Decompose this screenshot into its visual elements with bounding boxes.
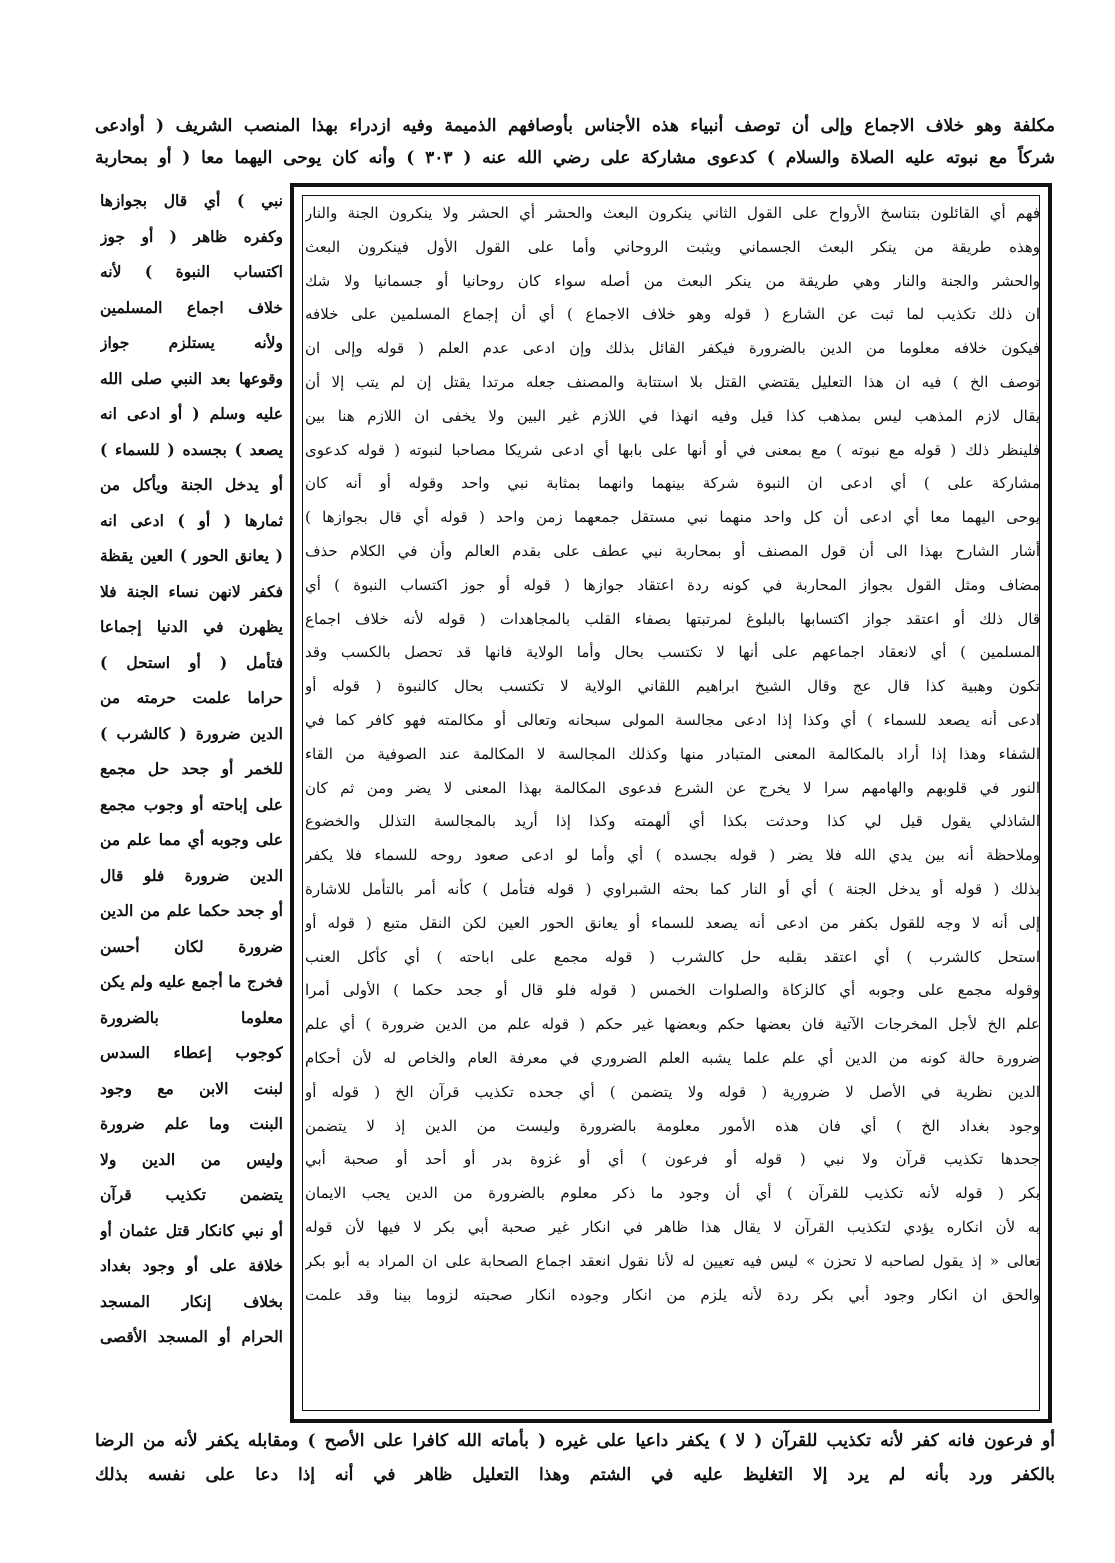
- margin-text-line: كوجوب إعطاء السدس: [100, 1043, 283, 1062]
- margin-text-line: على وجوبه أي مما علم من: [100, 830, 283, 849]
- commentary-line: ادعى أنه يصعد للسماء ) أي وكذا إذا ادعى مجالسة المولى سبحانه وتعالى أو مكالمته فهو كافر كما في: [305, 710, 1040, 729]
- margin-text-line: لبنت الابن مع وجود: [100, 1078, 283, 1098]
- main-text-bottom: [95, 1424, 1055, 1492]
- commentary-line: علم الخ لأجل المخرجات الآتية فان بعضها حكم وبعضها غير حكم ( قوله علم من الدين ضرورة ) أي علم: [305, 1015, 1040, 1034]
- margin-text-line: حراما علمت حرمته من: [100, 688, 283, 707]
- commentary-line: المسلمين ) أي لانعقاد اجماعهم على أنها لا تكتسب بحال وأما الولاية فانها قد تحصل بالكسب وقد: [305, 643, 1040, 662]
- commentary-line: تعالى « إذ يقول لصاحبه لا تحزن » ليس فيه تعيين له لأنا نقول انعقد اجماع الصحابة على ان المراد به أبو بكر: [305, 1251, 1040, 1270]
- commentary-line: ضرورة حالة كونه من الدين أي علم علما يشبه العلم الضروري في معرفة العام والخاص له لأن أحكام: [305, 1048, 1040, 1067]
- margin-text-line: ( يعانق الحور ) العين يقظة: [100, 546, 283, 565]
- margin-text-line: خلافة على أو وجود بغداد: [100, 1256, 283, 1275]
- margin-text-line: على إباحته أو وجوب مجمع: [100, 794, 283, 814]
- commentary-line: قال ذلك أو اعتقد جواز اكتسابها بالبلوغ لمرتبتها بصفاء القلب بالمجاهدات ( قوله لأنه خلاف اجماع: [305, 609, 1040, 628]
- margin-text-line: البنت وما علم ضرورة: [100, 1114, 283, 1133]
- main-text-top: [95, 110, 1055, 174]
- main-text-line: أو فرعون فانه كفر لأنه تكذيب للقرآن ( لا ) يكفر داعيا على غيره ( بأماته الله كافرا على الأصح ) ومقابله يكفر لأنه من الرضا: [95, 1431, 1055, 1451]
- margin-text-line: اكتساب النبوة ) لأنه: [100, 262, 283, 281]
- commentary-line: وقوله مجمع على وجوبه أي كالزكاة والصلوات الخمس ( قوله فلو قال أو جحد حكما ) الأولى أمرا: [305, 981, 1040, 1000]
- margin-text-line: أو يدخل الجنة ويأكل من: [100, 475, 283, 494]
- margin-text-line: فكفر لانهن نساء الجنة فلا: [100, 581, 283, 601]
- commentary-line: جحدها تكذيب قرآن ولا نبي ( قوله أو فرعون ) أي أو غزوة بدر أو أحد أو صحبة أبي: [305, 1150, 1040, 1169]
- main-text-line: مكلفة وهو خلاف الاجماع وإلى أن توصف أنبياء هذه الأجناس بأوصافهم الذميمة وفيه ازدراء بهذا المنصب الشريف ( أوادعى: [95, 116, 1055, 136]
- margin-text-line: الدين ضرورة ( كالشرب ): [100, 723, 283, 743]
- commentary-line: توصف الخ ) فيه ان هذا التعليل يقتضي القتل بلا استتابة والمصنف جعله مرتدا يقتل إن لم يتب إلا أن: [305, 372, 1040, 391]
- commentary-line: وهذه طريقة من ينكر البعث الجسماني ويثبت الروحاني وأما على القول الأول فينكرون البعث: [305, 237, 1040, 256]
- commentary-line: تكون وهبية كذا قال عج وقال الشيخ ابراهيم اللقاني الولاية لا تكتسب بحال كالنبوة ( قوله أو: [305, 677, 1040, 696]
- main-text-line: بالكفر ورد بأنه لم يرد إلا التغليظ عليه في الشتم وهذا التعليل ظاهر في أنه إذا دعا على نفسه بذلك: [95, 1465, 1055, 1485]
- margin-text-line: نبي ) أي قال بجوازها: [100, 191, 283, 210]
- margin-text-line: وقوعها بعد النبي صلى الله: [100, 368, 283, 388]
- margin-text-line: وليس من الدين ولا: [100, 1149, 283, 1169]
- margin-text-line: يظهرن في الدنيا إجماعا: [100, 617, 283, 636]
- margin-text-line: يتضمن تكذيب قرآن: [100, 1185, 283, 1204]
- main-text-margin-column: [100, 183, 283, 1355]
- commentary-line: فهم أي القائلون بتناسخ الأرواح على القول الثاني ينكرون البعث والحشر أي الحشر ولا ينكرون الجنة والنار: [305, 204, 1040, 222]
- margin-text-line: خلاف اجماع المسلمين: [100, 297, 283, 317]
- commentary-line: فيكون خلافه معلوما من الدين بالضرورة فيكفر القائل بذلك وإن ادعى عدم العلم ( قوله وإلى ان: [305, 339, 1040, 358]
- commentary-line: فلينظر ذلك ( قوله مع نبوته ) مع بمعنى في أو أنها على بابها أي ادعى شريكا مصاحبا لنبوته ( قوله كدعوى: [305, 440, 1040, 459]
- commentary-line: أشار الشارح بهذا الى أن قول المصنف أو بمحاربة نبي عطف على بقدم العالم وأن في الكلام حذف: [305, 541, 1040, 560]
- commentary-line: والحشر والجنة والنار وهي طريقة من ينكر البعث من أصله سواء كان روحانيا أو جسمانيا ولا شك: [305, 271, 1040, 290]
- margin-text-line: ضرورة لكان أحسن: [100, 936, 283, 956]
- margin-text-line: فتأمل ( أو استحل ): [100, 652, 283, 672]
- commentary-line: بكر ( قوله لأنه تكذيب للقرآن ) أي أن وجود ما ذكر معلوم بالضرورة من الدين يجب الايمان: [305, 1184, 1040, 1203]
- margin-text-line: معلوما بالضرورة: [100, 1007, 283, 1027]
- margin-text-line: أو نبي كانكار قتل عثمان أو: [100, 1220, 283, 1240]
- commentary-line: ان ذلك تكذيب لما ثبت عن الشارع ( قوله وهو خلاف الاجماع ) أي أن إجماع المسلمين على خلافه: [305, 305, 1040, 324]
- commentary-line: الشفاء وهذا إذا أراد بالمكالمة المعنى المتبادر منها وكذلك المجالسة لا المكالمة عند الصوفية من القاء: [305, 744, 1040, 763]
- commentary-line: مشاركة على ) أي ادعى ان النبوة شركة بينهما وانهما بمثابة نبي واحد وقوله أو أنه كان: [305, 474, 1040, 493]
- commentary-line: إلى أنه لا وجه للقول بكفر من ادعى أنه يصعد للسماء أو يعانق الحور العين لكن النقل متبع ( قوله أو: [305, 913, 1040, 932]
- commentary-line: به لأن انكاره يؤدي لتكذيب القرآن لا يقال هذا ظاهر في انكار غير صحبة أبي بكر لا فيها لأن قوله: [305, 1217, 1040, 1236]
- margin-text-line: أو جحد حكما علم من الدين: [100, 901, 283, 920]
- margin-text-line: يصعد ) بجسده ( للسماء ): [100, 439, 283, 459]
- margin-text-line: وكفره ظاهر ( أو جوز: [100, 226, 283, 246]
- margin-text-line: بخلاف إنكار المسجد: [100, 1291, 283, 1311]
- margin-text-line: ثمارها ( أو ) ادعى انه: [100, 510, 283, 530]
- margin-text-line: فخرج ما أجمع عليه ولم يكن: [100, 972, 283, 991]
- commentary-line: وجود بغداد الخ ) أي فان هذه الأمور معلومة بالضرورة وليست من الدين إذ لا يتضمن: [305, 1116, 1040, 1135]
- margin-text-line: عليه وسلم ( أو ادعى انه: [100, 404, 283, 423]
- commentary-line: بذلك ( قوله أو يدخل الجنة ) أي أو النار كما بحثه الشبراوي ( قوله فتأمل ) كأنه أمر بالتأمل للاشارة: [305, 879, 1040, 898]
- commentary-line: استحل كالشرب ) أي اعتقد بقلبه حل كالشرب ( قوله مجمع على اباحته ) أي كأكل العنب: [305, 947, 1040, 966]
- margin-text-line: الدين ضرورة فلو قال: [100, 865, 283, 885]
- commentary-line: مضاف ومثل القول بجواز المحاربة في كونه ردة اعتقاد جوازها ( قوله أو جوز اكتساب النبوة ) أي: [305, 575, 1040, 594]
- margin-text-line: الحرام أو المسجد الأقصى: [100, 1327, 283, 1346]
- commentary-line: والحق ان انكار وجود أبي بكر ردة لأنه يلزم من انكار وجوده انكار صحبته لزوما بينا وقد علمت: [305, 1285, 1040, 1304]
- margin-text-line: ولأنه يستلزم جواز: [100, 333, 283, 352]
- main-text-line: شركاً مع نبوته عليه الصلاة والسلام ) كدعوى مشاركة على رضي الله عنه ( ٣٠٣ ) وأنه كان يوحى اليهما معا ( أو بمحاربة: [95, 148, 1055, 168]
- margin-text-line: للخمر أو جحد حل مجمع: [100, 759, 283, 778]
- commentary-text: [305, 197, 1040, 1312]
- commentary-line: الدين نظرية في الأصل لا ضرورية ( قوله ولا يتضمن ) أي جحده تكذيب قرآن الخ ( قوله أو: [305, 1082, 1040, 1101]
- commentary-line: يوحى اليهما معا أي ادعى أن كل واحد منهما نبي مستقل جمعهما زمن واحد ( قوله أي قال بجوازها ): [305, 508, 1040, 527]
- commentary-line: النور في قلوبهم والهامهم سرا لا يخرج عن الشرع فدعوى المكالمة بهذا المعنى لا يضر ومن ثم كان: [305, 778, 1040, 797]
- commentary-line: يقال لازم المذهب ليس بمذهب كذا قيل وفيه انهذا في اللازم غير البين ولا يخفى ان اللازم هنا بين: [305, 406, 1040, 425]
- commentary-line: وملاحظة أنه بين يدي الله فلا يضر ( قوله بجسده ) أي وأما لو ادعى صعود روحه للسماء فلا يكفر: [305, 846, 1040, 865]
- commentary-line: الشاذلي يقول قيل لي كذا وحدثت بكذا أي ألهمته وكذا إذا أريد بالمجالسة التذلل والخضوع: [305, 812, 1040, 831]
